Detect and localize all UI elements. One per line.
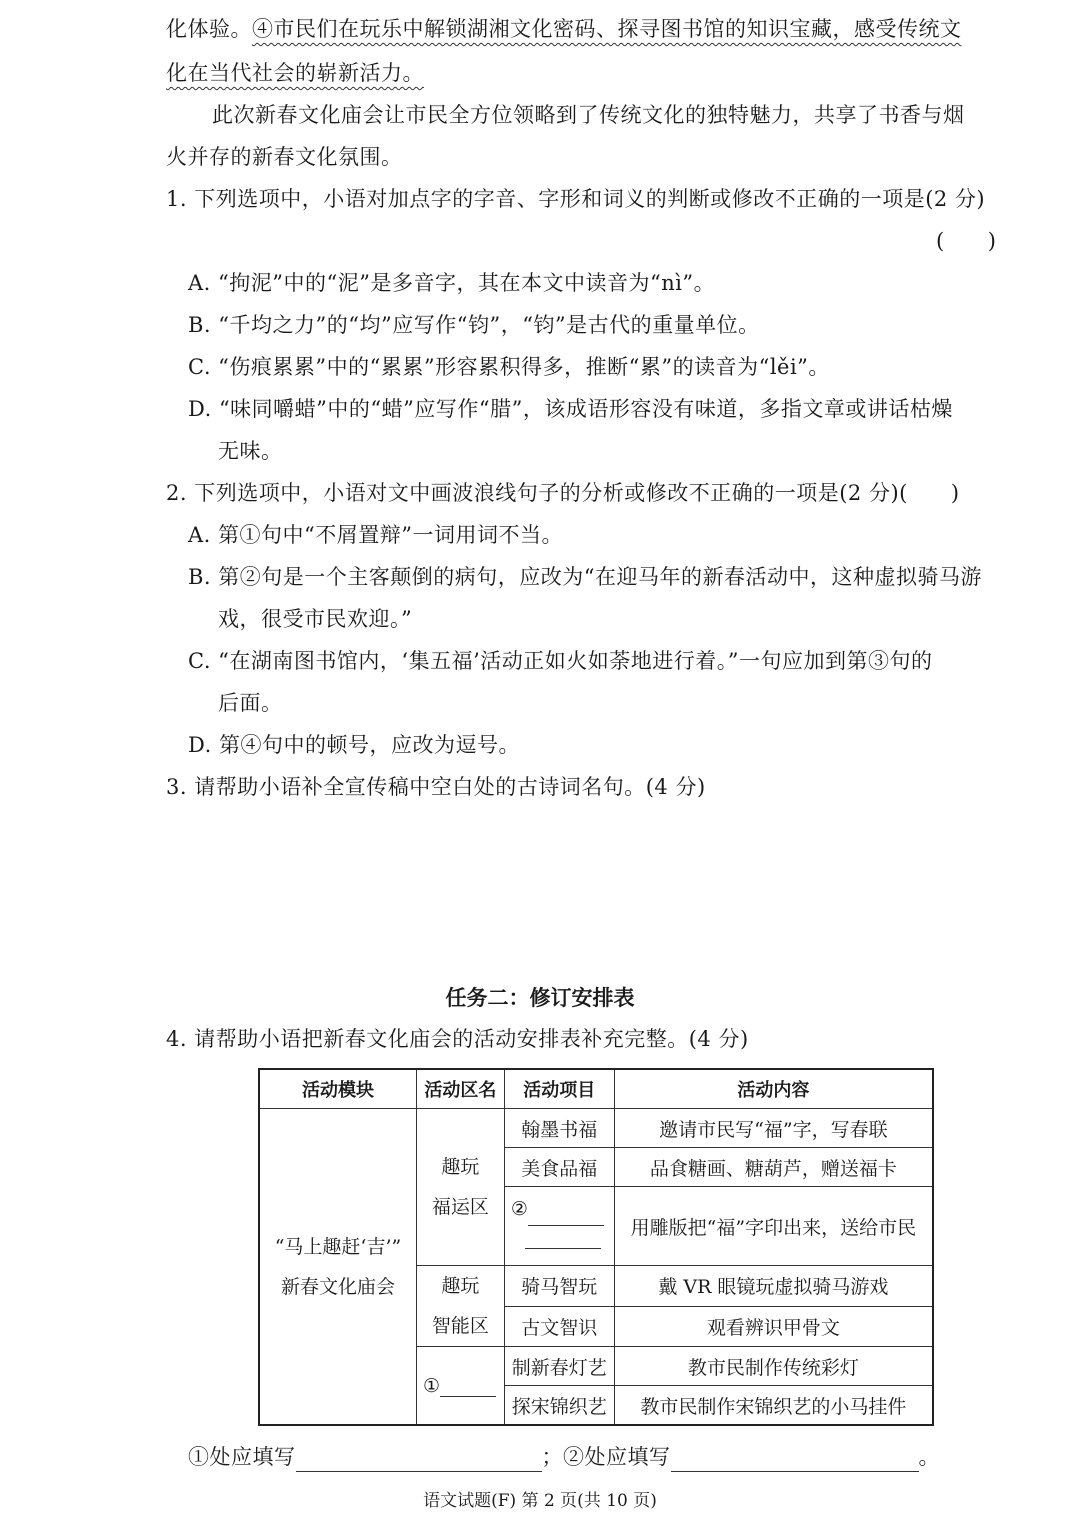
passage-line-1 — [166, 14, 962, 44]
answer-blank-1[interactable] — [296, 1447, 542, 1472]
passage-line-2 — [166, 58, 424, 88]
header-content: 活动内容 — [614, 1069, 933, 1109]
answer-blank-2[interactable] — [671, 1447, 919, 1472]
q4-answer-line — [188, 1442, 940, 1472]
item-cell: 美食品福 — [504, 1148, 614, 1187]
table-row — [259, 1109, 933, 1148]
answer-label-2: ；②处应填写 — [541, 1445, 671, 1469]
header-module: 活动模块 — [259, 1069, 416, 1109]
header-item: 活动项目 — [504, 1069, 614, 1109]
table-header-row — [259, 1069, 933, 1109]
zone-fuyun-line2: 福运区 — [431, 1196, 489, 1218]
q1-option-b: B. “千均之力”的“均”应写作“钧”，“钧”是古代的重量单位。 — [188, 313, 760, 337]
q1-option-d: D. “味同嚼蜡”中的“蜡”应写作“腊”，该成语形容没有味道，多指文章或讲话枯燥 — [188, 397, 953, 421]
q1-option-a: A. “拘泥”中的“泥”是多音字，其在本文中读音为“nì”。 — [188, 271, 716, 295]
answer-end-mark: 。 — [918, 1445, 940, 1469]
q4-stem: 4. 请帮助小语把新春文化庙会的活动安排表补充完整。(4 分) — [166, 1027, 749, 1051]
zone-zhineng-line2: 智能区 — [431, 1315, 489, 1337]
module-cell — [259, 1109, 416, 1426]
module-name-line2: 新春文化庙会 — [280, 1275, 395, 1298]
content-cell: 教市民制作传统彩灯 — [614, 1347, 933, 1386]
q2-option-c: C. “在湖南图书馆内，‘集五福’活动正如火如荼地进行着。”一句应加到第③句的 — [188, 649, 933, 673]
item-cell: 古文智识 — [504, 1306, 614, 1347]
zone-fuyun — [416, 1109, 504, 1266]
wavy-sentence-4: ④市民们在玩乐中解锁湖湘文化密码、探寻图书馆的知识宝藏，感受传统文 — [252, 17, 962, 41]
q2-option-b-cont: 戏，很受市民欢迎。” — [218, 607, 413, 631]
blank-2-line-a[interactable] — [528, 1205, 604, 1226]
passage-text: 化体验。 — [166, 17, 252, 41]
q2-option-a: A. 第①句中“不屑置辩”一词用词不当。 — [188, 523, 563, 547]
q1-option-c: C. “伤痕累累”中的“累累”形容累积得多，推断“累”的读音为“lěi”。 — [188, 355, 830, 379]
blank-1-cell[interactable] — [416, 1347, 504, 1426]
content-cell: 品食糖画、糖葫芦，赠送福卡 — [614, 1148, 933, 1187]
content-cell: 邀请市民写“福”字，写春联 — [614, 1109, 933, 1148]
blank-2-marker: ② — [510, 1198, 528, 1220]
passage-line-3: 此次新春文化庙会让市民全方位领略到了传统文化的独特魅力，共享了书香与烟 — [212, 103, 965, 127]
q1-answer-paren: ( ) — [936, 229, 997, 253]
item-cell: 探宋锦织艺 — [504, 1386, 614, 1426]
blank-1-line[interactable] — [440, 1376, 496, 1397]
q3-stem: 3. 请帮助小语补全宣传稿中空白处的古诗词名句。(4 分) — [166, 775, 706, 799]
wavy-sentence-4-end: 化在当代社会的崭新活力。 — [166, 61, 424, 85]
blank-2-cell[interactable] — [504, 1187, 614, 1266]
content-cell: 用雕版把“福”字印出来，送给市民 — [614, 1187, 933, 1266]
zone-fuyun-line1: 趣玩 — [441, 1156, 480, 1178]
q2-stem: 2. 下列选项中，小语对文中画波浪线句子的分析或修改不正确的一项是(2 分)( ) — [166, 481, 960, 505]
blank-2-line-b[interactable] — [525, 1228, 601, 1249]
passage-line-4: 火并存的新春文化氛围。 — [166, 145, 403, 169]
item-cell: 骑马智玩 — [504, 1266, 614, 1307]
q1-stem: 1. 下列选项中，小语对加点字的字音、字形和词义的判断或修改不正确的一项是(2 分) — [166, 187, 986, 211]
task2-title: 任务二：修订安排表 — [445, 986, 635, 1010]
module-name-line1: “马上趣赶‘吉’” — [274, 1235, 402, 1258]
item-cell: 翰墨书福 — [504, 1109, 614, 1148]
q2-option-c-cont: 后面。 — [218, 691, 283, 715]
content-cell: 戴 VR 眼镜玩虚拟骑马游戏 — [614, 1266, 933, 1307]
zone-zhineng — [416, 1266, 504, 1347]
content-cell: 观看辨识甲骨文 — [614, 1306, 933, 1347]
page-footer: 语文试题(F) 第 2 页(共 10 页) — [423, 1491, 657, 1511]
q2-option-b: B. 第②句是一个主客颠倒的病句，应改为“在迎马年的新春活动中，这种虚拟骑马游 — [188, 565, 983, 589]
header-zone: 活动区名 — [416, 1069, 504, 1109]
item-cell: 制新春灯艺 — [504, 1347, 614, 1386]
zone-zhineng-line1: 趣玩 — [441, 1275, 480, 1297]
activity-schedule-table — [258, 1068, 934, 1426]
content-cell: 教市民制作宋锦织艺的小马挂件 — [614, 1386, 933, 1426]
answer-label-1: ①处应填写 — [188, 1445, 296, 1469]
q2-option-d: D. 第④句中的顿号，应改为逗号。 — [188, 733, 520, 757]
q1-option-d-cont: 无味。 — [218, 439, 283, 463]
blank-1-marker: ① — [422, 1374, 440, 1397]
